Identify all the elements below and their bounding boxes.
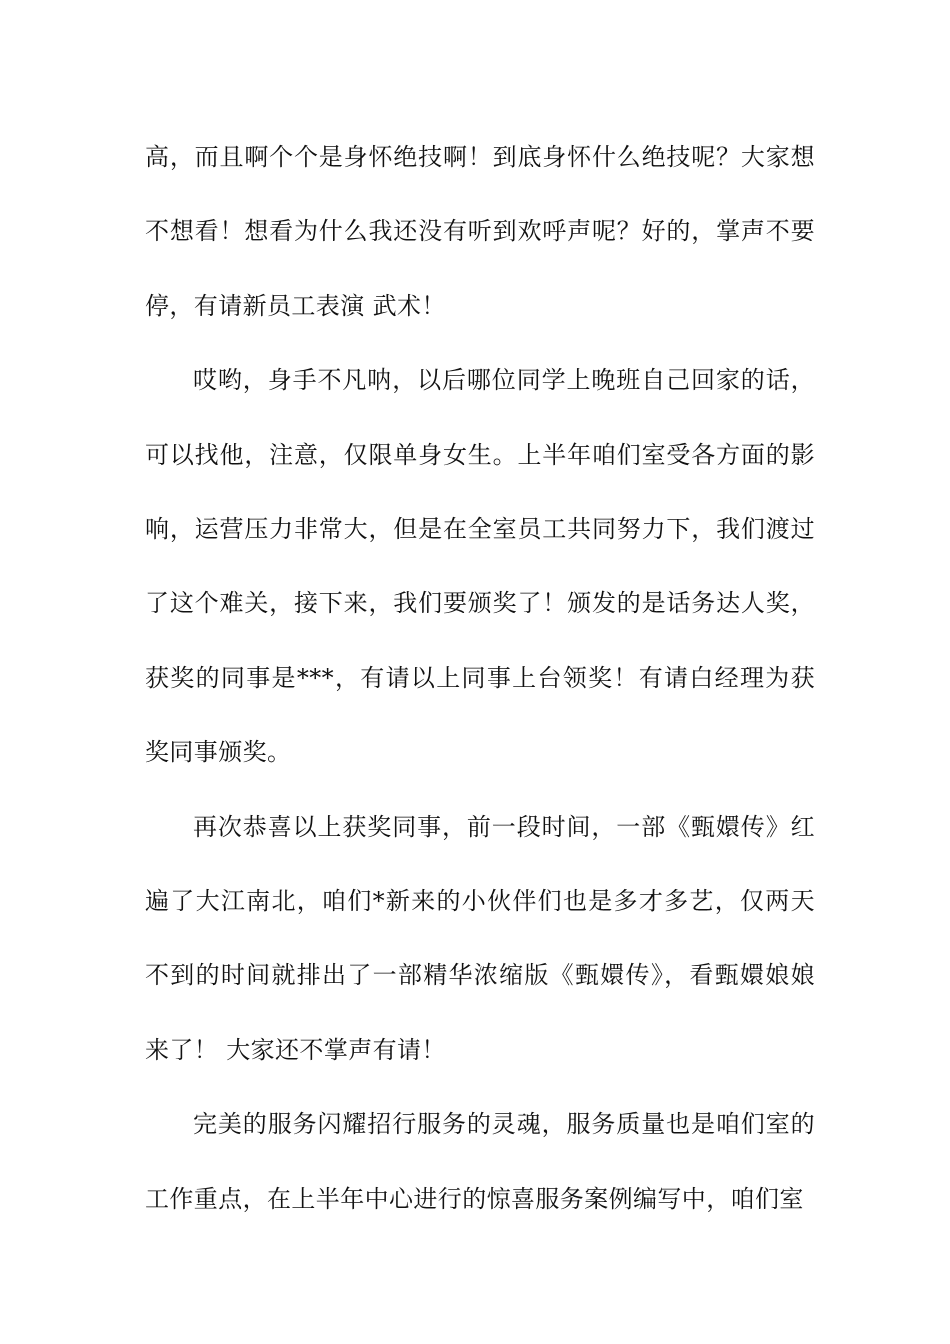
- paragraph-3: 再次恭喜以上获奖同事，前一段时间，一部《甄嬛传》红遍了大江南北，咱们*新来的小伙伴们也是多才多艺，仅两天不到的时间就排出了一部精华浓缩版《甄嬛传》，看甄嬛娘娘来了！ 大家还不掌声有请！: [145, 812, 815, 1064]
- paragraph-1: 高，而且啊个个是身怀绝技啊！到底身怀什么绝技呢？大家想不想看！想看为什么我还没有听到欢呼声呢？好的，掌声不要停，有请新员工表演 武术！: [145, 143, 815, 320]
- paragraph-4: 完美的服务闪耀招行服务的灵魂，服务质量也是咱们室的工作重点，在上半年中心进行的惊喜服务案例编写中，咱们室: [145, 1110, 815, 1213]
- document-body: [145, 120, 815, 1236]
- paragraph-2: 哎哟，身手不凡呐，以后哪位同学上晚班自己回家的话，可以找他，注意，仅限单身女生。上半年咱们室受各方面的影响，运营压力非常大，但是在全室员工共同努力下，我们渡过了这个难关，接下来，我们要颁奖了！颁发的是话务达人奖，获奖的同事是***，有请以上同事上台领奖！有请白经理为获奖同事颁奖。: [145, 366, 815, 767]
